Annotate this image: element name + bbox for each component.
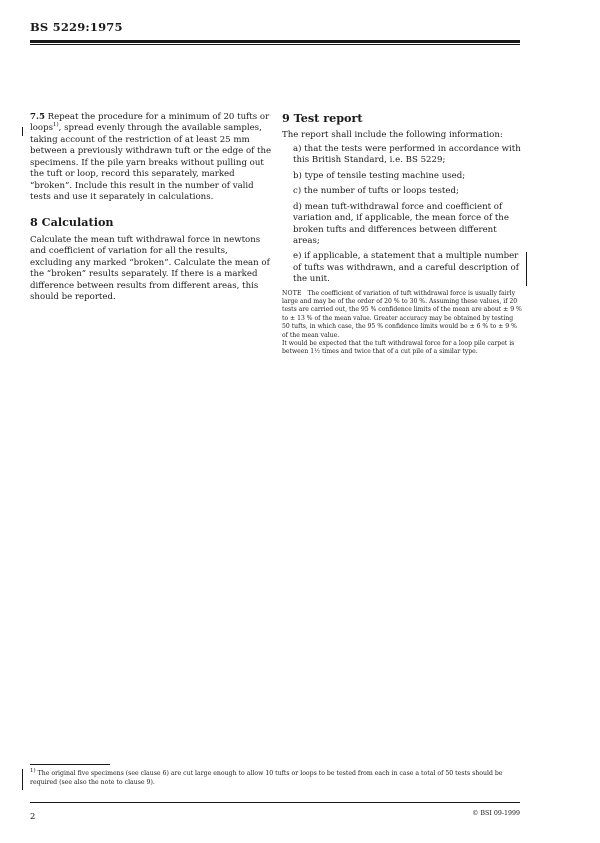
- clause-7-5-text-a: Repeat the procedure for a minimum of 20 tufts or loops: [30, 112, 270, 134]
- test-report-intro: The report shall include the following information:: [282, 129, 503, 140]
- clause-7-5: [30, 112, 272, 203]
- footer-rule: [30, 802, 520, 803]
- note-paragraph-2: It would be expected that the tuft withdrawal force for a loop pile carpet is between 1½ times and twice that of a cut pile of a similar type.: [282, 340, 515, 356]
- test-report-item-d: d) mean tuft-withdrawal force and coefficient of variation and, if applicable, the mean force of the broken tufts and differences between different areas;: [293, 201, 509, 246]
- test-report-item-c: c) the number of tufts or loops tested;: [293, 186, 459, 197]
- test-report-item-e: e) if applicable, a statement that a multiple number of tufts was withdrawn, and a careful description of the unit.: [293, 251, 519, 285]
- footnote-text: The original five specimens (see clause 6) are cut large enough to allow 10 tufts or loops to be tested from each in case a total of 50 tests should be required (see also the note to clause 9).: [30, 770, 503, 786]
- copyright: © BSI 09-1999: [472, 810, 520, 817]
- clause-7-5-number: 7.5: [30, 112, 45, 122]
- footnote-marker: 1): [30, 767, 36, 774]
- test-report-item-a: a) that the tests were performed in accordance with this British Standard, i.e. BS 5229;: [293, 143, 521, 166]
- test-report-item-b: b) type of tensile testing machine used;: [293, 170, 466, 181]
- change-bar-clause-7-5: [22, 127, 23, 136]
- clause-7-5-text-b: , spread evenly through the available samples, taking account of the restriction of at least 25 mm between a previously withdrawn tuft or the edge of the specimens. If the pile yarn breaks without pulling out the tuft or loop, record this separately, marked “broken”. Include this result in the number of valid tests and use it separately in calculations.: [30, 123, 272, 202]
- note-block: [282, 290, 522, 357]
- footnote-rule: [30, 764, 110, 765]
- test-report-items: [282, 144, 522, 286]
- left-column: [30, 112, 272, 303]
- header-rule-thin: [30, 44, 520, 45]
- footnote-reference: 1): [53, 122, 59, 129]
- page-number: 2: [30, 812, 36, 822]
- document-header: BS 5229:1975: [30, 20, 123, 34]
- calculation-text: Calculate the mean tuft withdrawal force in newtons and coefficient of variation for all the results, excluding any marked “broken”. Calculate the mean of the “broken” results separately. If there is a marked difference between results from different areas, this should be reported.: [30, 234, 270, 303]
- change-bar-item-e: [526, 252, 527, 286]
- calculation-heading: 8 Calculation: [30, 215, 114, 230]
- test-report-heading: 9 Test report: [282, 111, 363, 125]
- note-label: NOTE: [282, 289, 302, 297]
- note-paragraph-1: [282, 290, 522, 340]
- change-bar-footnote: [22, 769, 23, 790]
- right-column: [282, 112, 522, 357]
- footnote: [30, 767, 520, 788]
- header-rule: [30, 40, 520, 43]
- note-text-1: The coefficient of variation of tuft withdrawal force is usually fairly large and may be of the order of 20 % to 30 %. Assuming these values, if 20 tests are carried out, the 95 % confidence limits of the mean are about ± 9 % to ± 13 % of the mean value. Greater accuracy may be obtained by testing 50 tufts, in which case, the 95 % confidence limits would be ± 6 % to ± 9 % of the mean value.: [282, 289, 522, 339]
